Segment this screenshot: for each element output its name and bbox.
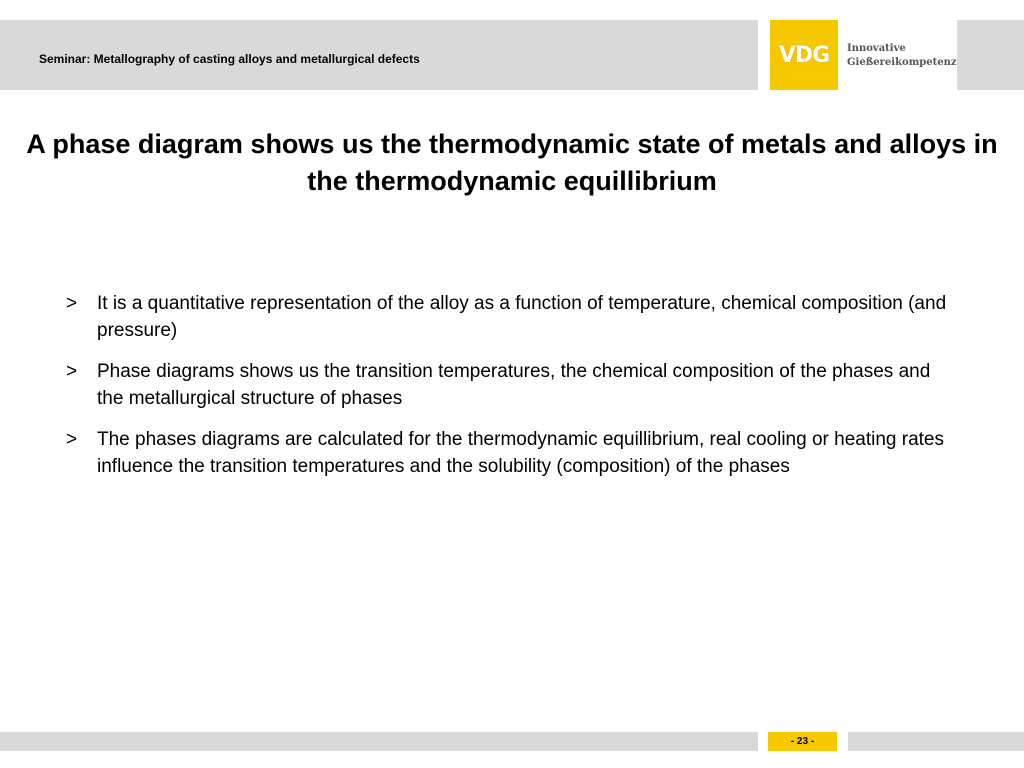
logo-tagline — [847, 42, 957, 70]
bullet-marker: > — [66, 429, 78, 450]
bullet-text: Phase diagrams shows us the transition temperatures, the chemical composition of the phases and the metallurgical structure of phases — [97, 361, 931, 409]
bullet-text: The phases diagrams are calculated for the thermodynamic equillibrium, real cooling or heating rates influence the transition temperatures and the solubility (composition) of the phases — [97, 429, 944, 477]
logo-tagline-line1: Innovative — [847, 43, 906, 54]
bullet-marker: > — [66, 293, 78, 314]
footer-bar-right — [848, 732, 1024, 751]
bullet-list — [66, 290, 956, 494]
bullet-item — [66, 358, 956, 412]
vdg-logo-text: VDG — [778, 43, 830, 68]
vdg-logo-mark — [770, 20, 838, 90]
logo-tagline-line2: Gießereikompetenz — [847, 57, 957, 68]
page-number: - 23 - — [768, 732, 837, 751]
bullet-marker: > — [66, 361, 78, 382]
bullet-item — [66, 290, 956, 344]
bullet-item — [66, 426, 956, 480]
slide-title: A phase diagram shows us the thermodynamic state of metals and alloys in the thermodynamic equillibrium — [26, 129, 998, 196]
seminar-title: Seminar: Metallography of casting alloys and metallurgical defects — [39, 52, 420, 66]
vdg-logo — [768, 20, 957, 90]
footer-bar-left — [0, 732, 758, 751]
bullet-text: It is a quantitative representation of the alloy as a function of temperature, chemical composition (and pressure) — [97, 293, 947, 341]
header-right-bar — [957, 20, 1024, 90]
